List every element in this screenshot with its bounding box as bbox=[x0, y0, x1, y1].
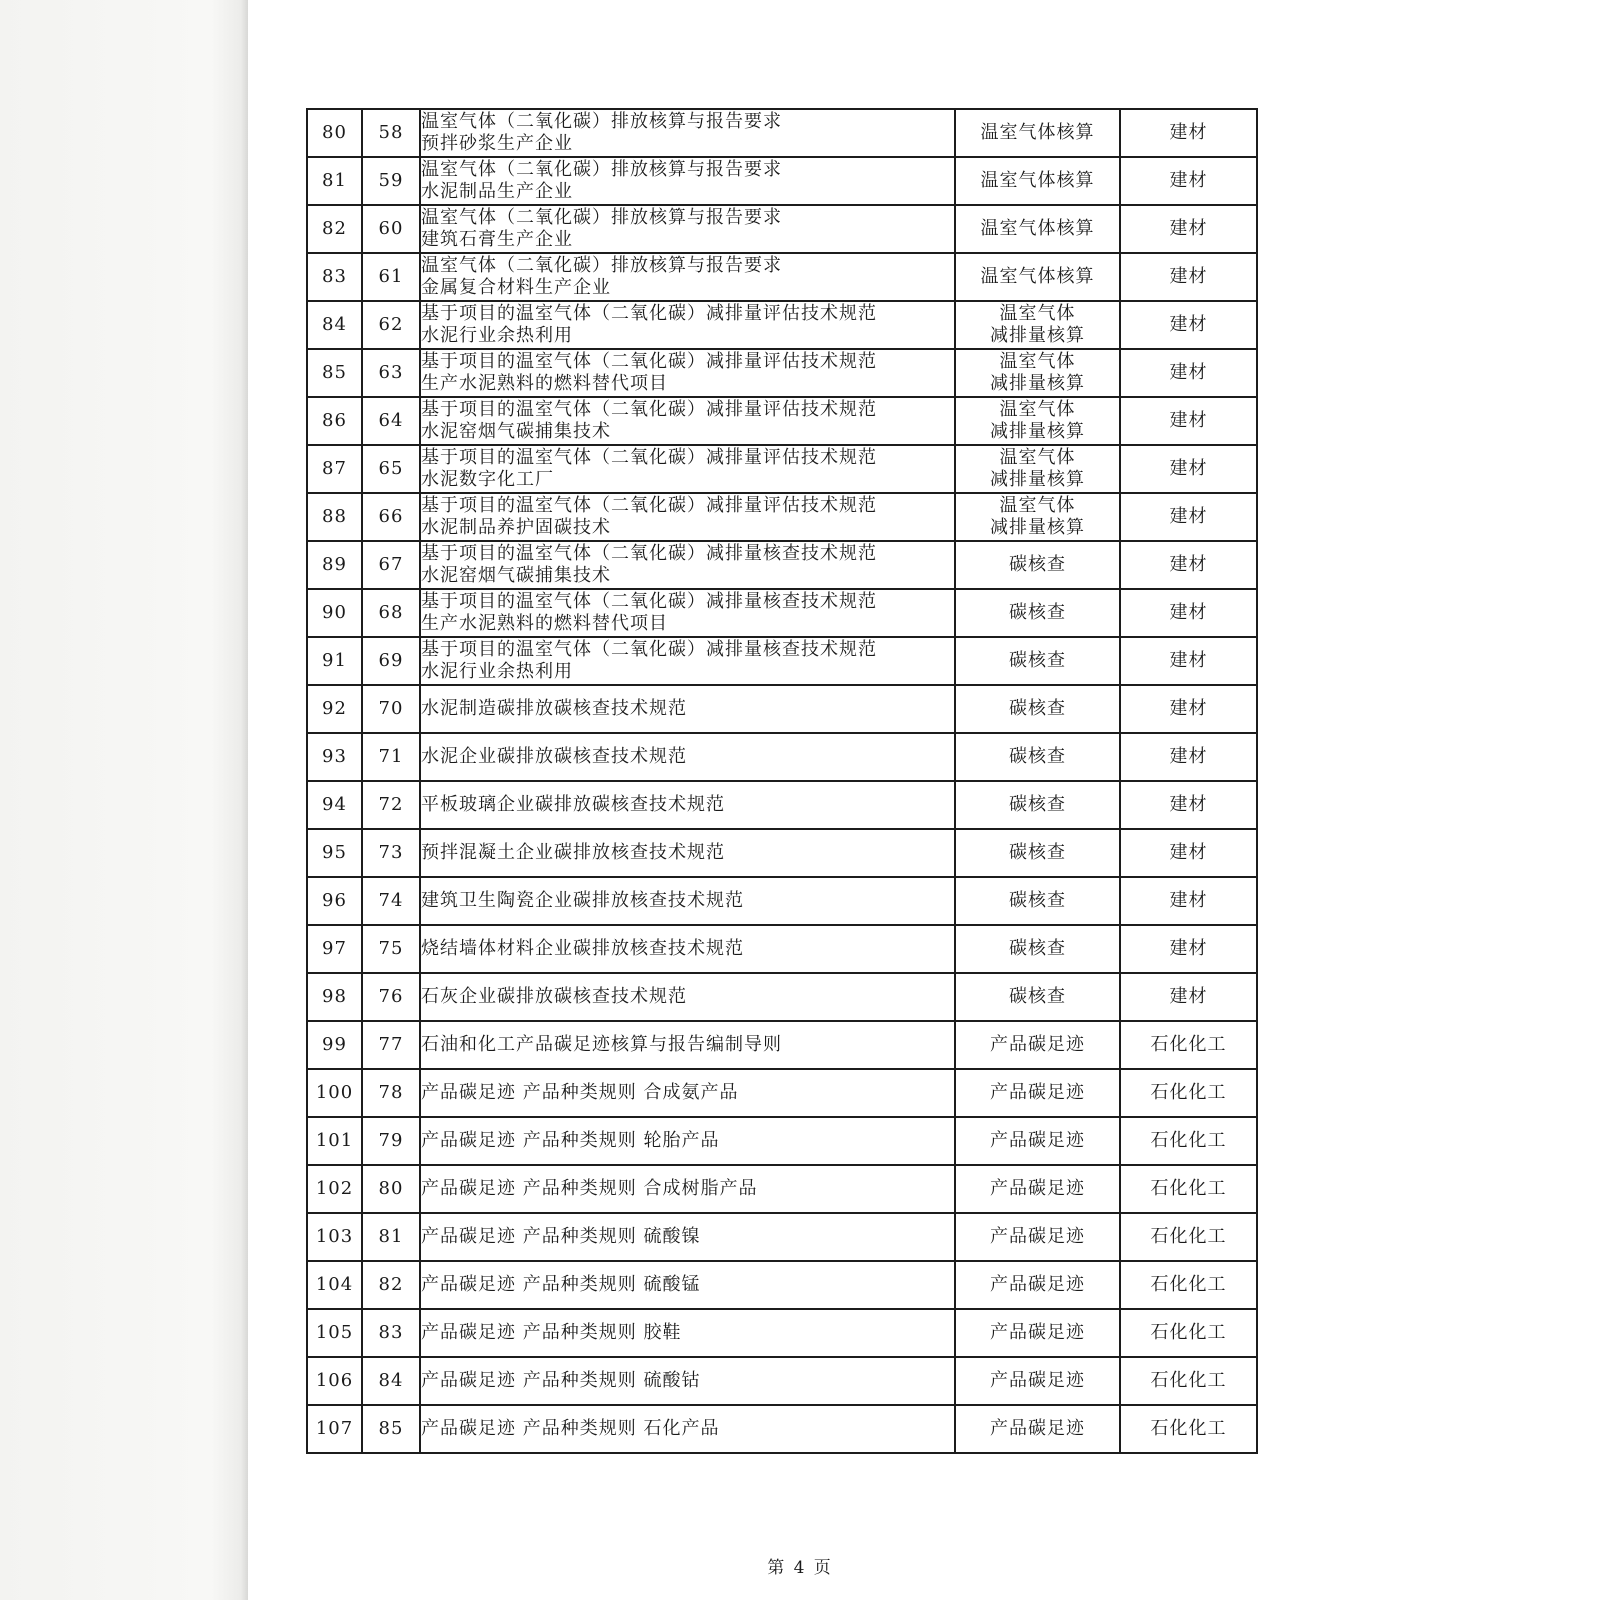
table-row bbox=[307, 541, 1257, 589]
row-number-cell: 107 bbox=[307, 1405, 362, 1453]
row-number-cell: 90 bbox=[307, 589, 362, 637]
page-number: 第 4 页 bbox=[767, 1558, 833, 1578]
industry-cell: 建材 bbox=[1120, 157, 1257, 205]
category-line: 产品碳足迹 bbox=[990, 1274, 1085, 1295]
category-line: 温室气体核算 bbox=[980, 218, 1095, 239]
standard-name-line: 水泥窑烟气碳捕集技术 bbox=[421, 565, 611, 586]
table-row bbox=[307, 1021, 1257, 1069]
sub-number-cell: 68 bbox=[362, 589, 420, 637]
standard-name-cell bbox=[420, 445, 955, 493]
category-cell bbox=[955, 781, 1120, 829]
category-cell bbox=[955, 1309, 1120, 1357]
standards-table-body bbox=[307, 109, 1257, 1453]
sub-number-cell: 63 bbox=[362, 349, 420, 397]
category-cell bbox=[955, 589, 1120, 637]
category-cell bbox=[955, 493, 1120, 541]
sub-number-cell: 71 bbox=[362, 733, 420, 781]
sub-number-cell: 80 bbox=[362, 1165, 420, 1213]
standards-table bbox=[306, 108, 1258, 1454]
sub-number-cell: 62 bbox=[362, 301, 420, 349]
category-cell bbox=[955, 637, 1120, 685]
sub-number-cell: 72 bbox=[362, 781, 420, 829]
category-cell bbox=[955, 877, 1120, 925]
industry-cell: 建材 bbox=[1120, 733, 1257, 781]
standard-name-line: 水泥行业余热利用 bbox=[421, 325, 573, 346]
sub-number-cell: 77 bbox=[362, 1021, 420, 1069]
table-row bbox=[307, 253, 1257, 301]
category-cell bbox=[955, 685, 1120, 733]
standard-name-line: 水泥企业碳排放碳核查技术规范 bbox=[421, 746, 687, 767]
standard-name-line: 产品碳足迹 产品种类规则 胶鞋 bbox=[421, 1322, 682, 1343]
category-line: 碳核查 bbox=[1009, 650, 1066, 671]
category-line: 碳核查 bbox=[1009, 890, 1066, 911]
category-line: 温室气体 bbox=[999, 399, 1076, 420]
industry-cell: 建材 bbox=[1120, 925, 1257, 973]
category-line: 碳核查 bbox=[1009, 602, 1066, 623]
standard-name-line: 基于项目的温室气体（二氧化碳）减排量核查技术规范 bbox=[421, 639, 877, 660]
standard-name-line: 产品碳足迹 产品种类规则 硫酸锰 bbox=[421, 1274, 701, 1295]
standard-name-line: 温室气体（二氧化碳）排放核算与报告要求 bbox=[421, 159, 782, 180]
standard-name-line: 水泥制品养护固碳技术 bbox=[421, 517, 611, 538]
row-number-cell: 105 bbox=[307, 1309, 362, 1357]
industry-cell: 建材 bbox=[1120, 205, 1257, 253]
table-row bbox=[307, 493, 1257, 541]
row-number-cell: 104 bbox=[307, 1261, 362, 1309]
row-number-cell: 91 bbox=[307, 637, 362, 685]
category-cell bbox=[955, 925, 1120, 973]
table-row bbox=[307, 829, 1257, 877]
row-number-cell: 106 bbox=[307, 1357, 362, 1405]
table-row bbox=[307, 445, 1257, 493]
standard-name-line: 金属复合材料生产企业 bbox=[421, 277, 611, 298]
table-row bbox=[307, 925, 1257, 973]
category-line: 温室气体核算 bbox=[980, 266, 1095, 287]
sub-number-cell: 82 bbox=[362, 1261, 420, 1309]
industry-cell: 建材 bbox=[1120, 973, 1257, 1021]
category-line: 减排量核算 bbox=[990, 325, 1085, 346]
standard-name-line: 烧结墙体材料企业碳排放核查技术规范 bbox=[421, 938, 744, 959]
category-cell bbox=[955, 1357, 1120, 1405]
industry-cell: 石化化工 bbox=[1120, 1213, 1257, 1261]
table-row bbox=[307, 1357, 1257, 1405]
industry-cell: 建材 bbox=[1120, 829, 1257, 877]
industry-cell: 建材 bbox=[1120, 445, 1257, 493]
industry-cell: 建材 bbox=[1120, 253, 1257, 301]
category-line: 产品碳足迹 bbox=[990, 1178, 1085, 1199]
standard-name-cell bbox=[420, 733, 955, 781]
row-number-cell: 98 bbox=[307, 973, 362, 1021]
category-line: 减排量核算 bbox=[990, 421, 1085, 442]
table-row bbox=[307, 1309, 1257, 1357]
category-cell bbox=[955, 301, 1120, 349]
standard-name-line: 石油和化工产品碳足迹核算与报告编制导则 bbox=[421, 1034, 782, 1055]
standard-name-line: 温室气体（二氧化碳）排放核算与报告要求 bbox=[421, 207, 782, 228]
row-number-cell: 94 bbox=[307, 781, 362, 829]
standard-name-line: 生产水泥熟料的燃料替代项目 bbox=[421, 613, 668, 634]
category-cell bbox=[955, 1117, 1120, 1165]
standard-name-cell bbox=[420, 925, 955, 973]
industry-cell: 石化化工 bbox=[1120, 1021, 1257, 1069]
standard-name-cell bbox=[420, 1213, 955, 1261]
category-cell bbox=[955, 541, 1120, 589]
sub-number-cell: 78 bbox=[362, 1069, 420, 1117]
standard-name-cell bbox=[420, 1405, 955, 1453]
binding-edge bbox=[0, 0, 248, 1600]
standard-name-cell bbox=[420, 1165, 955, 1213]
table-row bbox=[307, 157, 1257, 205]
table-row bbox=[307, 397, 1257, 445]
industry-cell: 石化化工 bbox=[1120, 1165, 1257, 1213]
category-line: 温室气体 bbox=[999, 303, 1076, 324]
standard-name-line: 水泥制品生产企业 bbox=[421, 181, 573, 202]
table-row bbox=[307, 733, 1257, 781]
standard-name-line: 产品碳足迹 产品种类规则 合成树脂产品 bbox=[421, 1178, 758, 1199]
table-row bbox=[307, 1261, 1257, 1309]
standard-name-line: 温室气体（二氧化碳）排放核算与报告要求 bbox=[421, 111, 782, 132]
standard-name-cell bbox=[420, 589, 955, 637]
category-line: 温室气体 bbox=[999, 351, 1076, 372]
category-cell bbox=[955, 445, 1120, 493]
row-number-cell: 93 bbox=[307, 733, 362, 781]
standard-name-cell bbox=[420, 1069, 955, 1117]
table-row bbox=[307, 109, 1257, 157]
table-row bbox=[307, 781, 1257, 829]
industry-cell: 石化化工 bbox=[1120, 1357, 1257, 1405]
category-line: 碳核查 bbox=[1009, 986, 1066, 1007]
category-cell bbox=[955, 349, 1120, 397]
standard-name-line: 平板玻璃企业碳排放碳核查技术规范 bbox=[421, 794, 725, 815]
category-line: 碳核查 bbox=[1009, 698, 1066, 719]
sub-number-cell: 84 bbox=[362, 1357, 420, 1405]
industry-cell: 石化化工 bbox=[1120, 1261, 1257, 1309]
standard-name-cell bbox=[420, 1357, 955, 1405]
category-cell bbox=[955, 253, 1120, 301]
row-number-cell: 99 bbox=[307, 1021, 362, 1069]
standard-name-cell bbox=[420, 1309, 955, 1357]
sub-number-cell: 61 bbox=[362, 253, 420, 301]
row-number-cell: 102 bbox=[307, 1165, 362, 1213]
standard-name-line: 基于项目的温室气体（二氧化碳）减排量核查技术规范 bbox=[421, 543, 877, 564]
sub-number-cell: 59 bbox=[362, 157, 420, 205]
row-number-cell: 80 bbox=[307, 109, 362, 157]
standard-name-line: 预拌砂浆生产企业 bbox=[421, 133, 573, 154]
sub-number-cell: 76 bbox=[362, 973, 420, 1021]
standard-name-cell bbox=[420, 1261, 955, 1309]
row-number-cell: 100 bbox=[307, 1069, 362, 1117]
standard-name-cell bbox=[420, 253, 955, 301]
standard-name-cell bbox=[420, 829, 955, 877]
category-line: 碳核查 bbox=[1009, 746, 1066, 767]
category-cell bbox=[955, 157, 1120, 205]
standard-name-line: 水泥行业余热利用 bbox=[421, 661, 573, 682]
table-row bbox=[307, 877, 1257, 925]
standard-name-cell bbox=[420, 1117, 955, 1165]
industry-cell: 石化化工 bbox=[1120, 1405, 1257, 1453]
industry-cell: 石化化工 bbox=[1120, 1117, 1257, 1165]
category-cell bbox=[955, 1261, 1120, 1309]
category-line: 产品碳足迹 bbox=[990, 1370, 1085, 1391]
category-line: 产品碳足迹 bbox=[990, 1130, 1085, 1151]
row-number-cell: 89 bbox=[307, 541, 362, 589]
row-number-cell: 97 bbox=[307, 925, 362, 973]
category-line: 减排量核算 bbox=[990, 469, 1085, 490]
table-row bbox=[307, 1165, 1257, 1213]
row-number-cell: 81 bbox=[307, 157, 362, 205]
row-number-cell: 88 bbox=[307, 493, 362, 541]
standard-name-cell bbox=[420, 109, 955, 157]
standard-name-line: 产品碳足迹 产品种类规则 合成氨产品 bbox=[421, 1082, 739, 1103]
row-number-cell: 85 bbox=[307, 349, 362, 397]
standard-name-line: 建筑石膏生产企业 bbox=[421, 229, 573, 250]
industry-cell: 石化化工 bbox=[1120, 1069, 1257, 1117]
category-line: 产品碳足迹 bbox=[990, 1322, 1085, 1343]
sub-number-cell: 70 bbox=[362, 685, 420, 733]
standard-name-line: 产品碳足迹 产品种类规则 硫酸镍 bbox=[421, 1226, 701, 1247]
table-row bbox=[307, 301, 1257, 349]
category-line: 碳核查 bbox=[1009, 794, 1066, 815]
standard-name-cell bbox=[420, 781, 955, 829]
standard-name-cell bbox=[420, 205, 955, 253]
category-line: 减排量核算 bbox=[990, 373, 1085, 394]
standard-name-cell bbox=[420, 349, 955, 397]
standard-name-line: 基于项目的温室气体（二氧化碳）减排量评估技术规范 bbox=[421, 303, 877, 324]
table-row bbox=[307, 685, 1257, 733]
standard-name-cell bbox=[420, 973, 955, 1021]
sub-number-cell: 58 bbox=[362, 109, 420, 157]
standard-name-line: 基于项目的温室气体（二氧化碳）减排量评估技术规范 bbox=[421, 399, 877, 420]
table-row bbox=[307, 637, 1257, 685]
category-cell bbox=[955, 829, 1120, 877]
category-line: 温室气体 bbox=[999, 495, 1076, 516]
standard-name-cell bbox=[420, 637, 955, 685]
industry-cell: 石化化工 bbox=[1120, 1309, 1257, 1357]
industry-cell: 建材 bbox=[1120, 637, 1257, 685]
standard-name-cell bbox=[420, 301, 955, 349]
row-number-cell: 96 bbox=[307, 877, 362, 925]
row-number-cell: 87 bbox=[307, 445, 362, 493]
table-row bbox=[307, 205, 1257, 253]
industry-cell: 建材 bbox=[1120, 685, 1257, 733]
table-row bbox=[307, 589, 1257, 637]
industry-cell: 建材 bbox=[1120, 301, 1257, 349]
category-line: 产品碳足迹 bbox=[990, 1418, 1085, 1439]
table-row bbox=[307, 349, 1257, 397]
sub-number-cell: 75 bbox=[362, 925, 420, 973]
standard-name-cell bbox=[420, 685, 955, 733]
standard-name-cell bbox=[420, 493, 955, 541]
standard-name-line: 产品碳足迹 产品种类规则 石化产品 bbox=[421, 1418, 720, 1439]
table-row bbox=[307, 1117, 1257, 1165]
sub-number-cell: 83 bbox=[362, 1309, 420, 1357]
standard-name-cell bbox=[420, 541, 955, 589]
row-number-cell: 103 bbox=[307, 1213, 362, 1261]
category-cell bbox=[955, 397, 1120, 445]
row-number-cell: 82 bbox=[307, 205, 362, 253]
standard-name-line: 产品碳足迹 产品种类规则 硫酸钴 bbox=[421, 1370, 701, 1391]
sub-number-cell: 73 bbox=[362, 829, 420, 877]
category-cell bbox=[955, 1165, 1120, 1213]
industry-cell: 建材 bbox=[1120, 349, 1257, 397]
category-line: 产品碳足迹 bbox=[990, 1082, 1085, 1103]
standard-name-line: 石灰企业碳排放碳核查技术规范 bbox=[421, 986, 687, 1007]
standard-name-line: 产品碳足迹 产品种类规则 轮胎产品 bbox=[421, 1130, 720, 1151]
industry-cell: 建材 bbox=[1120, 397, 1257, 445]
category-cell bbox=[955, 205, 1120, 253]
industry-cell: 建材 bbox=[1120, 877, 1257, 925]
standard-name-line: 预拌混凝土企业碳排放核查技术规范 bbox=[421, 842, 725, 863]
category-cell bbox=[955, 1021, 1120, 1069]
sub-number-cell: 81 bbox=[362, 1213, 420, 1261]
sub-number-cell: 66 bbox=[362, 493, 420, 541]
standard-name-cell bbox=[420, 397, 955, 445]
category-cell bbox=[955, 109, 1120, 157]
sub-number-cell: 79 bbox=[362, 1117, 420, 1165]
category-line: 产品碳足迹 bbox=[990, 1034, 1085, 1055]
industry-cell: 建材 bbox=[1120, 541, 1257, 589]
standard-name-line: 基于项目的温室气体（二氧化碳）减排量评估技术规范 bbox=[421, 447, 877, 468]
table-row bbox=[307, 1405, 1257, 1453]
standard-name-cell bbox=[420, 1021, 955, 1069]
industry-cell: 建材 bbox=[1120, 589, 1257, 637]
category-line: 产品碳足迹 bbox=[990, 1226, 1085, 1247]
standard-name-line: 建筑卫生陶瓷企业碳排放核查技术规范 bbox=[421, 890, 744, 911]
sub-number-cell: 85 bbox=[362, 1405, 420, 1453]
category-line: 温室气体核算 bbox=[980, 122, 1095, 143]
sub-number-cell: 65 bbox=[362, 445, 420, 493]
standard-name-line: 基于项目的温室气体（二氧化碳）减排量核查技术规范 bbox=[421, 591, 877, 612]
category-line: 温室气体核算 bbox=[980, 170, 1095, 191]
table-row bbox=[307, 973, 1257, 1021]
row-number-cell: 83 bbox=[307, 253, 362, 301]
standard-name-line: 基于项目的温室气体（二氧化碳）减排量评估技术规范 bbox=[421, 495, 877, 516]
table-row bbox=[307, 1213, 1257, 1261]
sub-number-cell: 60 bbox=[362, 205, 420, 253]
standard-name-cell bbox=[420, 877, 955, 925]
category-line: 减排量核算 bbox=[990, 517, 1085, 538]
standard-name-line: 温室气体（二氧化碳）排放核算与报告要求 bbox=[421, 255, 782, 276]
row-number-cell: 95 bbox=[307, 829, 362, 877]
row-number-cell: 92 bbox=[307, 685, 362, 733]
category-cell bbox=[955, 1213, 1120, 1261]
category-line: 碳核查 bbox=[1009, 842, 1066, 863]
category-line: 温室气体 bbox=[999, 447, 1076, 468]
industry-cell: 建材 bbox=[1120, 493, 1257, 541]
standard-name-line: 水泥制造碳排放碳核查技术规范 bbox=[421, 698, 687, 719]
standard-name-line: 水泥数字化工厂 bbox=[421, 469, 554, 490]
standard-name-line: 生产水泥熟料的燃料替代项目 bbox=[421, 373, 668, 394]
sub-number-cell: 67 bbox=[362, 541, 420, 589]
category-line: 碳核查 bbox=[1009, 938, 1066, 959]
table-row bbox=[307, 1069, 1257, 1117]
category-cell bbox=[955, 973, 1120, 1021]
standard-name-line: 水泥窑烟气碳捕集技术 bbox=[421, 421, 611, 442]
category-cell bbox=[955, 733, 1120, 781]
row-number-cell: 86 bbox=[307, 397, 362, 445]
row-number-cell: 101 bbox=[307, 1117, 362, 1165]
industry-cell: 建材 bbox=[1120, 109, 1257, 157]
row-number-cell: 84 bbox=[307, 301, 362, 349]
category-cell bbox=[955, 1405, 1120, 1453]
standard-name-line: 基于项目的温室气体（二氧化碳）减排量评估技术规范 bbox=[421, 351, 877, 372]
standard-name-cell bbox=[420, 157, 955, 205]
category-line: 碳核查 bbox=[1009, 554, 1066, 575]
industry-cell: 建材 bbox=[1120, 781, 1257, 829]
sub-number-cell: 74 bbox=[362, 877, 420, 925]
category-cell bbox=[955, 1069, 1120, 1117]
sub-number-cell: 64 bbox=[362, 397, 420, 445]
sub-number-cell: 69 bbox=[362, 637, 420, 685]
